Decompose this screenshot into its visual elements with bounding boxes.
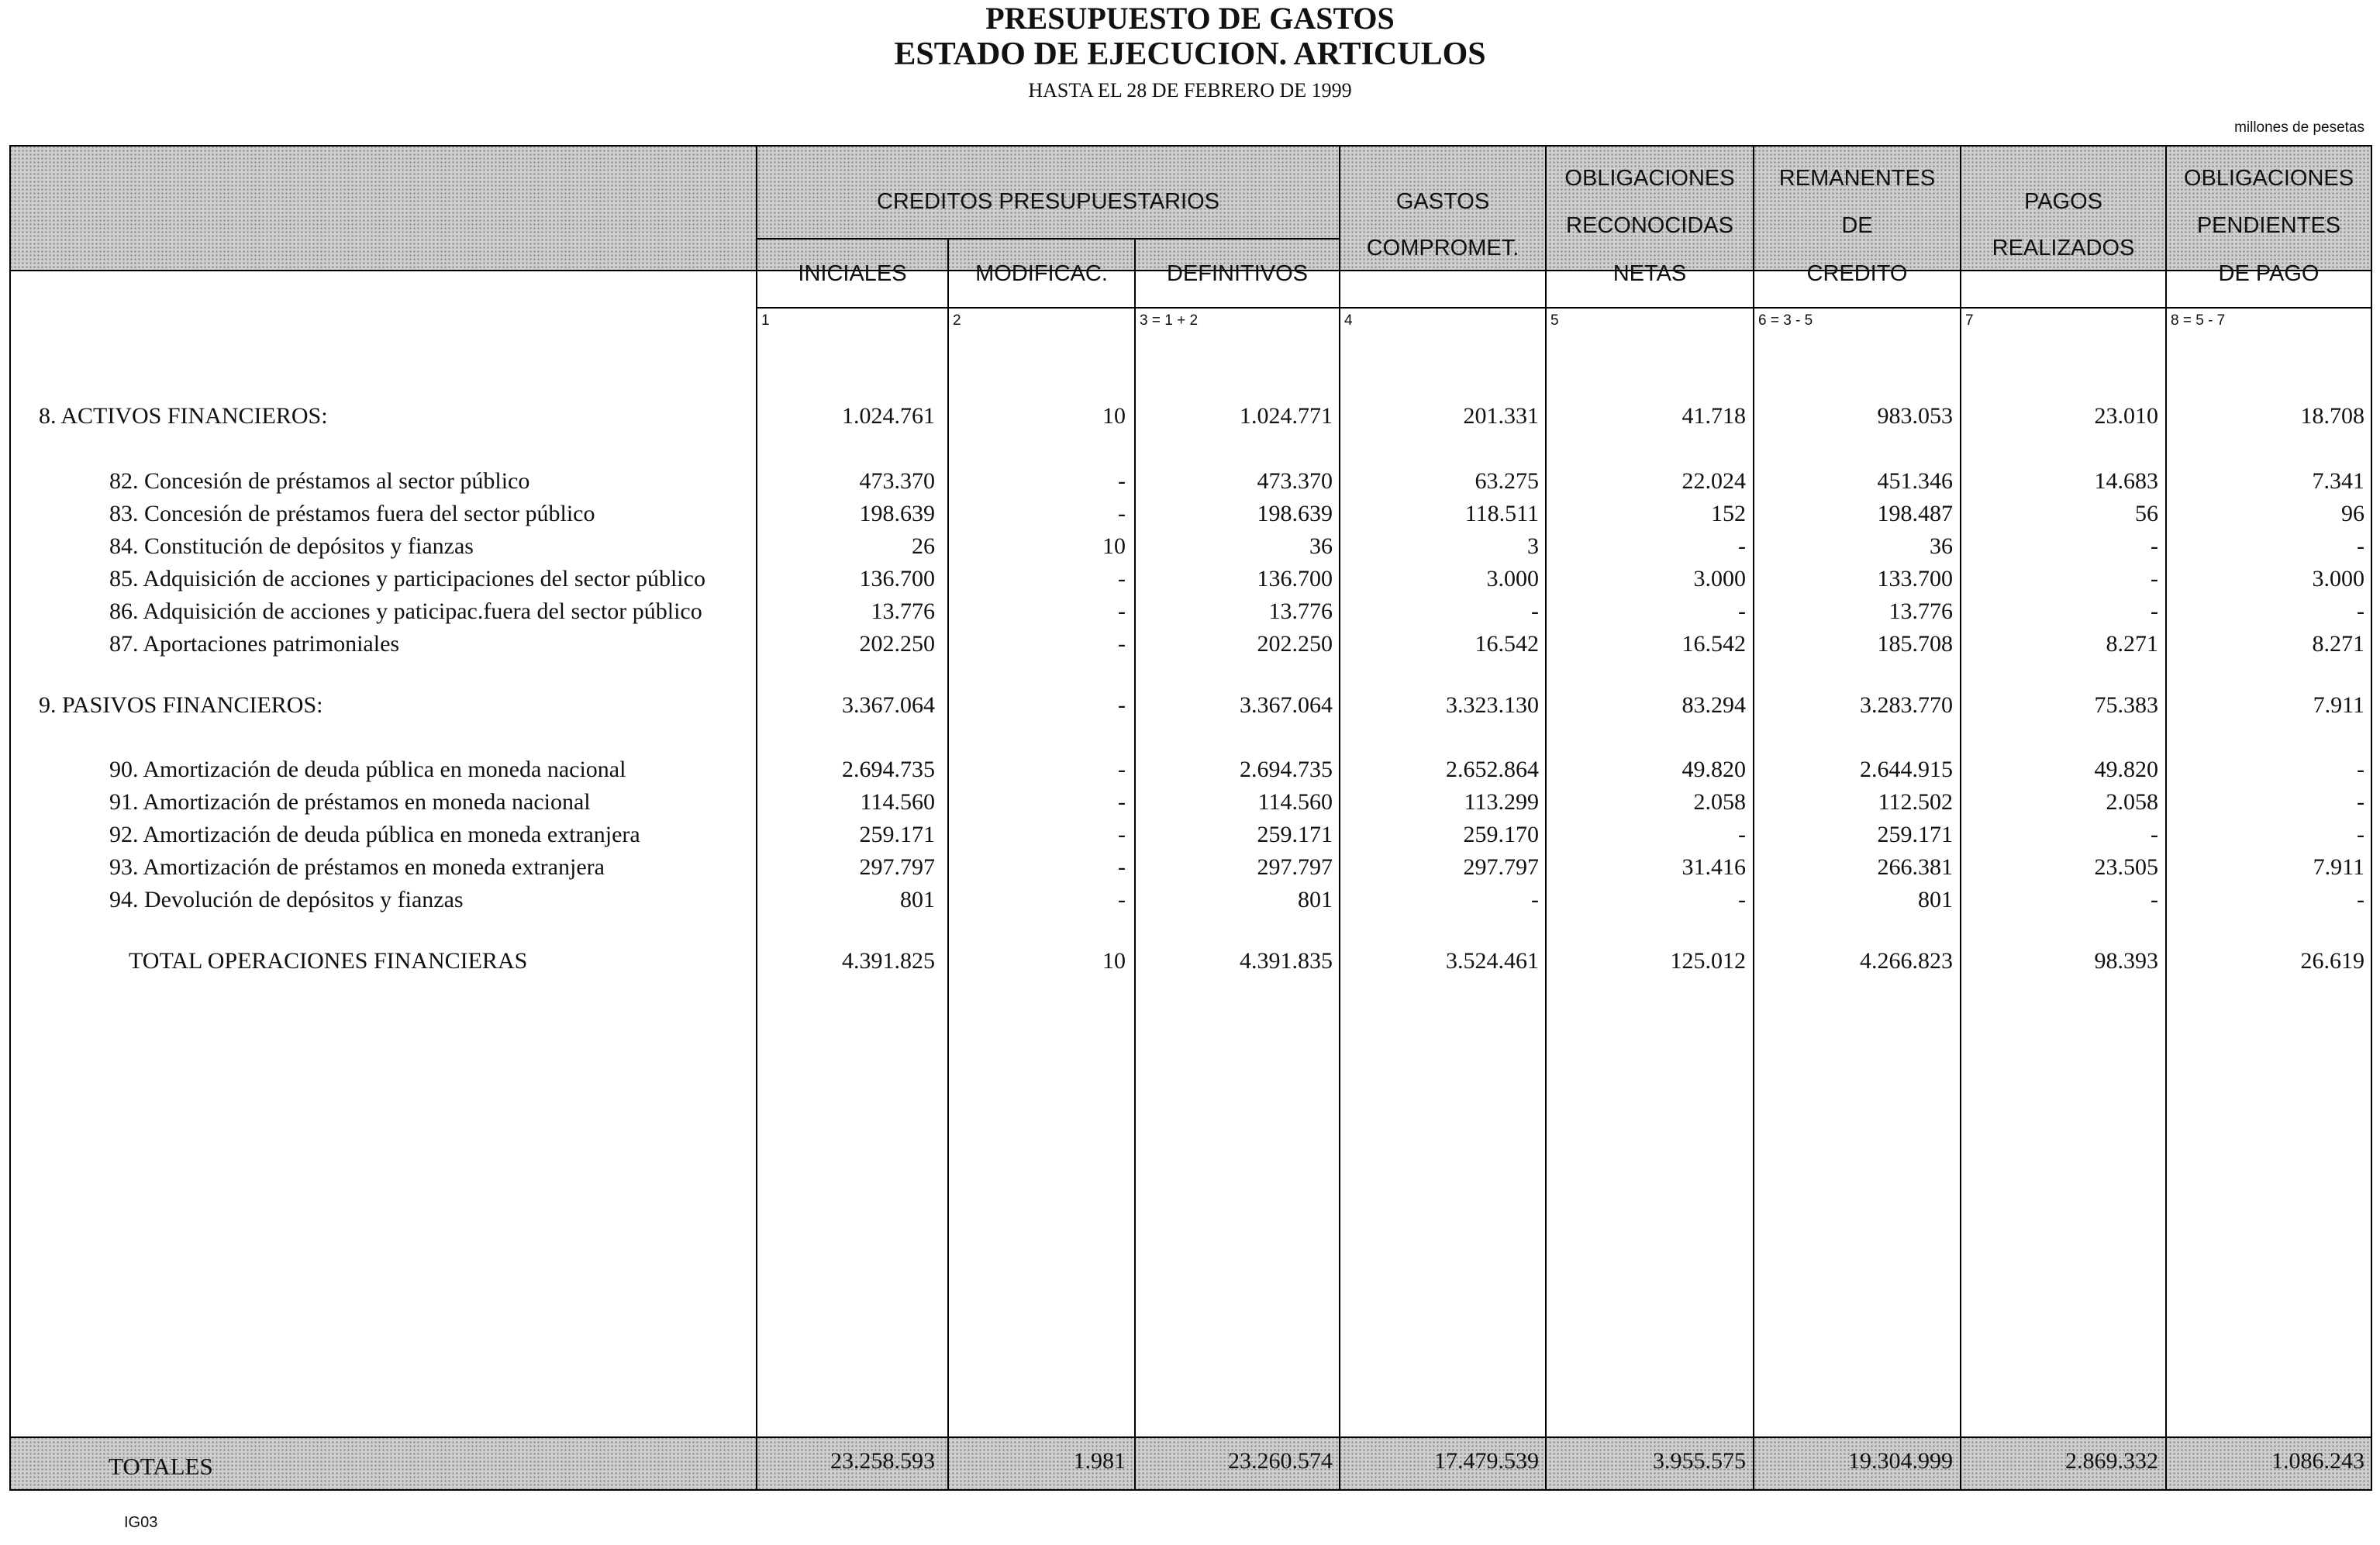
row-label: 84. Constitución de depósitos y fianzas: [109, 533, 474, 559]
cell-value: 2.694.735: [1240, 757, 1333, 782]
cell-value: 4.391.835: [1240, 948, 1333, 974]
cell-value: 7.341: [2312, 468, 2364, 494]
row-label: 94. Devolución de depósitos y fianzas: [109, 887, 464, 912]
title-line-2: ESTADO DE EJECUCION. ARTICULOS: [894, 36, 1486, 72]
cell-value: -: [2151, 533, 2158, 559]
cell-value: 473.370: [1257, 468, 1333, 494]
column-number: 3 = 1 + 2: [1140, 312, 1199, 329]
cell-value: 198.639: [859, 501, 935, 526]
cell-value: 13.776: [871, 598, 935, 624]
row-label: 82. Concesión de préstamos al sector público: [109, 468, 530, 494]
cell-value: 10: [1102, 533, 1126, 559]
cell-value: 983.053: [1877, 403, 1953, 429]
cell-value: 297.797: [1257, 854, 1333, 880]
cell-value: -: [2357, 533, 2364, 559]
cell-value: 8.271: [2312, 631, 2364, 657]
cell-value: 18.708: [2300, 403, 2364, 429]
cell-value: 2.652.864: [1446, 757, 1539, 782]
cell-value: -: [2357, 887, 2364, 912]
cell-value: -: [2357, 822, 2364, 847]
row-label: 93. Amortización de préstamos en moneda extranjera: [109, 854, 605, 880]
cell-value: 114.560: [1257, 789, 1333, 815]
cell-value: -: [1738, 887, 1746, 912]
modificac-header: MODIFICAC.: [975, 261, 1108, 286]
cell-value: 3.283.770: [1860, 692, 1953, 718]
group-divider: [756, 238, 1339, 240]
cell-value: 114.560: [860, 789, 935, 815]
cell-value: -: [1118, 854, 1126, 880]
cell-value: 3.000: [2312, 566, 2364, 591]
cell-value: 133.700: [1877, 566, 1953, 591]
row-label: 92. Amortización de deuda pública en moneda extranjera: [109, 822, 640, 847]
pendientes-header-line: OBLIGACIONES: [2183, 166, 2354, 191]
remanentes-header-line: REMANENTES: [1778, 166, 1936, 191]
cell-value: 112.502: [1878, 789, 1953, 815]
cell-value: 4.391.825: [842, 948, 935, 974]
row-label: 9. PASIVOS FINANCIEROS:: [39, 692, 323, 718]
colnum-rule: [756, 307, 2372, 309]
cell-value: -: [2357, 598, 2364, 624]
cell-value: 198.639: [1257, 501, 1333, 526]
cell-value: -: [2357, 789, 2364, 815]
cell-value: 113.299: [1464, 789, 1539, 815]
cell-value: 259.171: [859, 822, 935, 847]
cell-value: 36: [1930, 533, 1953, 559]
cell-value: 3.524.461: [1446, 948, 1539, 974]
cell-value: 49.820: [1682, 757, 1746, 782]
row-label: 90. Amortización de deuda pública en moneda nacional: [109, 757, 626, 782]
col-divider: [1134, 238, 1136, 1491]
column-number: 2: [953, 312, 961, 329]
cell-value: 198.487: [1877, 501, 1953, 526]
cell-value: 4.266.823: [1860, 948, 1953, 974]
cell-value: 83.294: [1682, 692, 1746, 718]
cell-value: 3.367.064: [842, 692, 935, 718]
cell-value: 26: [912, 533, 935, 559]
cell-value: 1.024.761: [842, 403, 935, 429]
cell-value: 16.542: [1682, 631, 1746, 657]
obligaciones-header-line: OBLIGACIONES: [1564, 166, 1735, 191]
cell-value: 31.416: [1682, 854, 1746, 880]
totals-label: TOTALES: [109, 1453, 213, 1480]
row-label: 8. ACTIVOS FINANCIEROS:: [39, 403, 328, 429]
cell-value: -: [1118, 631, 1126, 657]
cell-value: 23.505: [2094, 854, 2158, 880]
cell-value: 96: [2341, 501, 2364, 526]
cell-value: 13.776: [1888, 598, 1953, 624]
column-number: 4: [1344, 312, 1353, 329]
gastos-header-line: GASTOS: [1395, 189, 1490, 214]
cell-value: 2.644.915: [1860, 757, 1953, 782]
column-number: 5: [1550, 312, 1559, 329]
cell-value: 2.694.735: [842, 757, 935, 782]
border-left: [9, 145, 11, 1491]
obligaciones-header-line: NETAS: [1613, 261, 1687, 286]
row-label: TOTAL OPERACIONES FINANCIERAS: [129, 948, 528, 974]
cell-value: -: [1531, 887, 1539, 912]
cell-value: 41.718: [1682, 403, 1746, 429]
column-number: 1: [761, 312, 770, 329]
cell-value: 297.797: [1463, 854, 1539, 880]
cell-value: -: [1118, 789, 1126, 815]
cell-value: 3: [1527, 533, 1539, 559]
remanentes-header-line: DE: [1841, 213, 1873, 238]
cell-value: 23.010: [2094, 403, 2158, 429]
cell-value: -: [2151, 566, 2158, 591]
totals-shading: [9, 1436, 2371, 1489]
cell-value: 75.383: [2094, 692, 2158, 718]
cell-value: 3.323.130: [1446, 692, 1539, 718]
totals-cell: 2.869.332: [2065, 1448, 2158, 1474]
remanentes-header-line: CREDITO: [1806, 261, 1908, 286]
cell-value: 10: [1102, 948, 1126, 974]
row-label: 85. Adquisición de acciones y participaciones del sector público: [109, 566, 705, 591]
gastos-header-line: COMPROMET.: [1366, 236, 1519, 260]
cell-value: 185.708: [1877, 631, 1953, 657]
cell-value: 297.797: [859, 854, 935, 880]
cell-value: 202.250: [859, 631, 935, 657]
cell-value: -: [1118, 887, 1126, 912]
cell-value: -: [1118, 757, 1126, 782]
cell-value: 118.511: [1464, 501, 1539, 526]
cell-value: 259.171: [1877, 822, 1953, 847]
cell-value: 266.381: [1877, 854, 1953, 880]
cell-value: 10: [1102, 403, 1126, 429]
totals-cell: 1.086.243: [2271, 1448, 2364, 1474]
border-top: [9, 145, 2372, 147]
cell-value: 136.700: [859, 566, 935, 591]
col-divider: [1960, 145, 1961, 1491]
cell-value: -: [1118, 566, 1126, 591]
cell-value: -: [2151, 822, 2158, 847]
pendientes-header-line: PENDIENTES: [2196, 213, 2341, 238]
pagos-header-line: REALIZADOS: [1992, 236, 2135, 260]
cell-value: 201.331: [1463, 403, 1539, 429]
cell-value: -: [1118, 468, 1126, 494]
cell-value: 1.024.771: [1240, 403, 1333, 429]
totals-cell: 1.981: [1073, 1448, 1126, 1474]
cell-value: -: [2151, 887, 2158, 912]
cell-value: 2.058: [2106, 789, 2158, 815]
cell-value: 136.700: [1257, 566, 1333, 591]
totals-cell: 3.955.575: [1653, 1448, 1746, 1474]
row-label: 83. Concesión de préstamos fuera del sector público: [109, 501, 595, 526]
subtitle: HASTA EL 28 DE FEBRERO DE 1999: [1028, 79, 1352, 102]
pendientes-header-line: DE PAGO: [2218, 261, 2320, 286]
cell-value: 56: [2135, 501, 2158, 526]
col-divider: [756, 145, 757, 1491]
cell-value: 63.275: [1475, 468, 1539, 494]
cell-value: 152: [1711, 501, 1746, 526]
cell-value: 7.911: [2313, 854, 2364, 880]
cell-value: 13.776: [1268, 598, 1333, 624]
cell-value: -: [1738, 598, 1746, 624]
units-note: millones de pesetas: [2234, 119, 2364, 136]
cell-value: 801: [900, 887, 935, 912]
totals-cell: 17.479.539: [1434, 1448, 1539, 1474]
cell-value: -: [2151, 598, 2158, 624]
creditos-presupuestarios-header: CREDITOS PRESUPUESTARIOS: [876, 189, 1220, 214]
cell-value: 14.683: [2094, 468, 2158, 494]
title-line-1: PRESUPUESTO DE GASTOS: [985, 1, 1395, 36]
cell-value: 202.250: [1257, 631, 1333, 657]
cell-value: 7.911: [2313, 692, 2364, 718]
cell-value: 98.393: [2094, 948, 2158, 974]
row-label: 87. Aportaciones patrimoniales: [109, 631, 400, 657]
cell-value: 8.271: [2106, 631, 2158, 657]
column-number: 7: [1965, 312, 1974, 329]
cell-value: 801: [1298, 887, 1333, 912]
iniciales-header: INICIALES: [798, 261, 907, 286]
col-divider: [1545, 145, 1547, 1491]
col-divider: [947, 238, 949, 1491]
definitivos-header: DEFINITIVOS: [1166, 261, 1309, 286]
column-number: 8 = 5 - 7: [2171, 312, 2226, 329]
cell-value: -: [1118, 692, 1126, 718]
cell-value: 473.370: [859, 468, 935, 494]
column-number: 6 = 3 - 5: [1758, 312, 1813, 329]
cell-value: 259.170: [1463, 822, 1539, 847]
cell-value: 3.000: [1693, 566, 1746, 591]
row-label: 86. Adquisición de acciones y paticipac.fuera del sector público: [109, 598, 702, 624]
row-label: 91. Amortización de préstamos en moneda nacional: [109, 789, 591, 815]
totals-top-border: [9, 1436, 2372, 1438]
pagos-header-line: PAGOS: [2024, 189, 2102, 214]
totals-cell: 19.304.999: [1848, 1448, 1953, 1474]
col-divider: [1339, 145, 1340, 1491]
cell-value: 2.058: [1693, 789, 1746, 815]
totals-cell: 23.258.593: [830, 1448, 935, 1474]
cell-value: 125.012: [1670, 948, 1746, 974]
cell-value: 3.000: [1486, 566, 1539, 591]
cell-value: -: [1738, 533, 1746, 559]
cell-value: 3.367.064: [1240, 692, 1333, 718]
col-divider: [2165, 145, 2167, 1491]
cell-value: 451.346: [1877, 468, 1953, 494]
cell-value: 49.820: [2094, 757, 2158, 782]
cell-value: -: [1738, 822, 1746, 847]
cell-value: 26.619: [2300, 948, 2364, 974]
border-right: [2371, 145, 2372, 1491]
border-bottom: [9, 1489, 2372, 1491]
obligaciones-header-line: RECONOCIDAS: [1566, 213, 1733, 238]
cell-value: 259.171: [1257, 822, 1333, 847]
cell-value: -: [1531, 598, 1539, 624]
cell-value: 22.024: [1682, 468, 1746, 494]
cell-value: 36: [1309, 533, 1333, 559]
cell-value: 801: [1918, 887, 1953, 912]
cell-value: -: [1118, 501, 1126, 526]
footer-code: IG03: [124, 1514, 158, 1531]
col-divider: [1753, 145, 1754, 1491]
totals-cell: 23.260.574: [1228, 1448, 1333, 1474]
cell-value: -: [1118, 822, 1126, 847]
cell-value: -: [1118, 598, 1126, 624]
cell-value: 16.542: [1475, 631, 1539, 657]
cell-value: -: [2357, 757, 2364, 782]
